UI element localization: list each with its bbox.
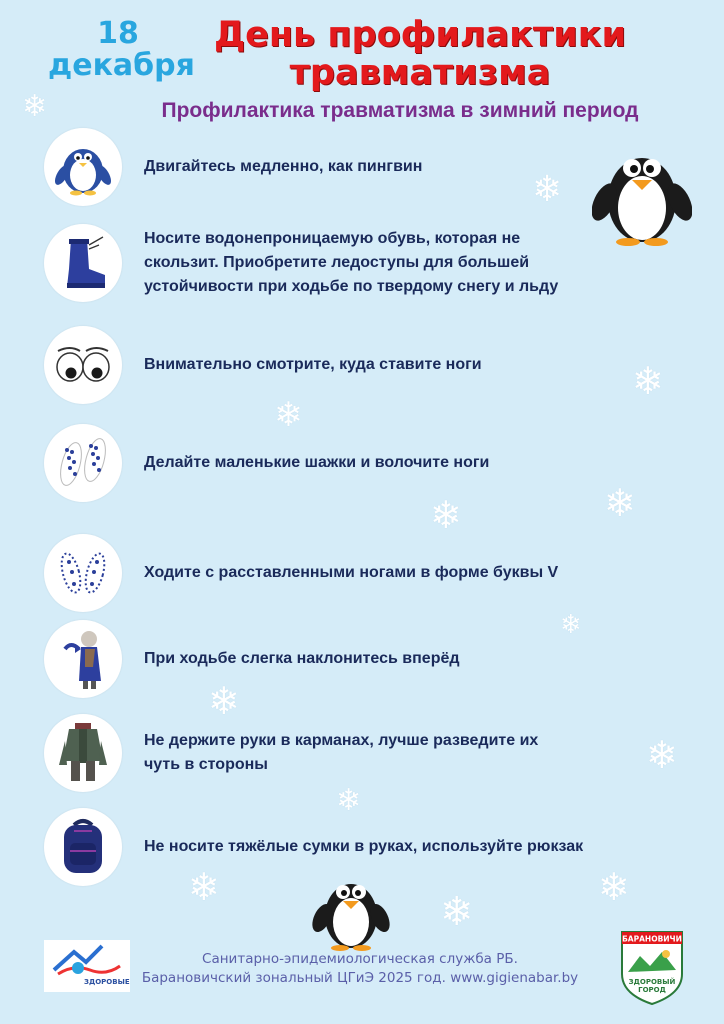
healthy-cities-logo — [44, 940, 130, 992]
coat-icon — [55, 721, 111, 785]
snowflake-icon: ❄ — [188, 865, 220, 909]
tip-text — [144, 729, 538, 777]
tip-icon-circle — [44, 620, 122, 698]
tip-line: Двигайтесь медленно, как пингвин — [144, 158, 423, 175]
snowflake-icon: ❄ — [632, 359, 664, 403]
title-line-1: День профилактики — [213, 15, 627, 55]
old-woman-icon — [55, 627, 111, 691]
tip-text — [144, 561, 558, 585]
logo-right-bottom-text-1: ЗДОРОВЫЙ — [628, 978, 676, 986]
tip-line: Делайте маленькие шажки и волочите ноги — [144, 454, 490, 471]
tip-icon-circle — [44, 128, 122, 206]
footer-line-2: Барановичский зональный ЦГиЭ 2025 год. www.gigienabar.by — [141, 970, 579, 986]
tip-icon-circle — [44, 424, 122, 502]
tip-row — [44, 224, 558, 302]
footprints-icon — [53, 432, 113, 494]
tip-row — [44, 424, 489, 502]
snowflake-icon: ❄ — [274, 395, 303, 435]
footer — [140, 950, 580, 988]
title-line-2: травматизма — [289, 53, 551, 93]
tip-text — [144, 155, 422, 179]
snowflake-icon: ❄ — [22, 89, 48, 124]
tip-line: Носите водонепроницаемую обувь, которая не — [144, 230, 521, 247]
tip-line: Не носите тяжёлые сумки в руках, используйте рюкзак — [144, 838, 584, 855]
tip-line: Ходите с расставленными ногами в форме буквы V — [144, 564, 559, 581]
date-block — [48, 16, 195, 83]
tip-icon-circle — [44, 326, 122, 404]
tip-icon-circle — [44, 808, 122, 886]
snowflake-icon: ❄ — [430, 493, 462, 537]
snowflake-icon: ❄ — [598, 865, 630, 909]
tip-line: скользит. Приобретите ледоступы для большей — [144, 254, 530, 271]
page-title — [190, 16, 650, 92]
tip-line: При ходьбе слегка наклонитесь вперёд — [144, 650, 460, 667]
date-month: декабря — [48, 48, 195, 83]
tip-text — [144, 451, 489, 475]
footer-line-1: Санитарно-эпидемиологическая служба РБ. — [202, 951, 518, 967]
tip-row — [44, 808, 583, 886]
tip-line: Внимательно смотрите, куда ставите ноги — [144, 356, 482, 373]
tip-row — [44, 620, 460, 698]
page-subtitle: Профилактика травматизма в зимний период — [161, 99, 639, 122]
logo-right-bottom-text-2: ГОРОД — [638, 986, 666, 994]
boot-icon — [53, 233, 113, 293]
snowflake-icon: ❄ — [532, 169, 563, 210]
tip-icon-circle — [44, 224, 122, 302]
tip-icon-circle — [44, 714, 122, 792]
tip-text — [144, 835, 583, 859]
tip-text — [144, 227, 558, 299]
tip-row — [44, 714, 538, 792]
snowflake-icon: ❄ — [604, 481, 636, 525]
snowflake-icon: ❄ — [336, 783, 362, 818]
date-day: 18 — [97, 16, 139, 51]
tip-row — [44, 326, 482, 404]
backpack-icon — [56, 817, 110, 877]
tip-line: устойчивости при ходьбе по твердому снегу и льду — [144, 278, 559, 295]
tip-row — [44, 128, 422, 206]
baranovichi-healthy-city-logo — [618, 928, 686, 1006]
tip-icon-circle — [44, 534, 122, 612]
tip-row — [44, 534, 558, 612]
penguin-illustration-right — [592, 142, 692, 246]
tip-line: чуть в стороны — [144, 756, 268, 773]
tip-text — [144, 647, 460, 671]
snowflake-icon: ❄ — [440, 889, 474, 935]
eyes-icon — [52, 345, 114, 385]
penguin-icon — [53, 137, 113, 197]
snowflake-icon: ❄ — [560, 610, 582, 640]
tip-line: Не держите руки в карманах, лучше разведите их — [144, 732, 539, 749]
logo-right-top-text: БАРАНОВИЧИ — [622, 934, 682, 944]
logo-left-text: ЗДОРОВЫЕ — [84, 978, 130, 986]
snowflake-icon: ❄ — [208, 679, 240, 723]
snowflake-icon: ❄ — [646, 733, 678, 777]
v-footprints-icon — [53, 546, 113, 600]
tip-text — [144, 353, 482, 377]
